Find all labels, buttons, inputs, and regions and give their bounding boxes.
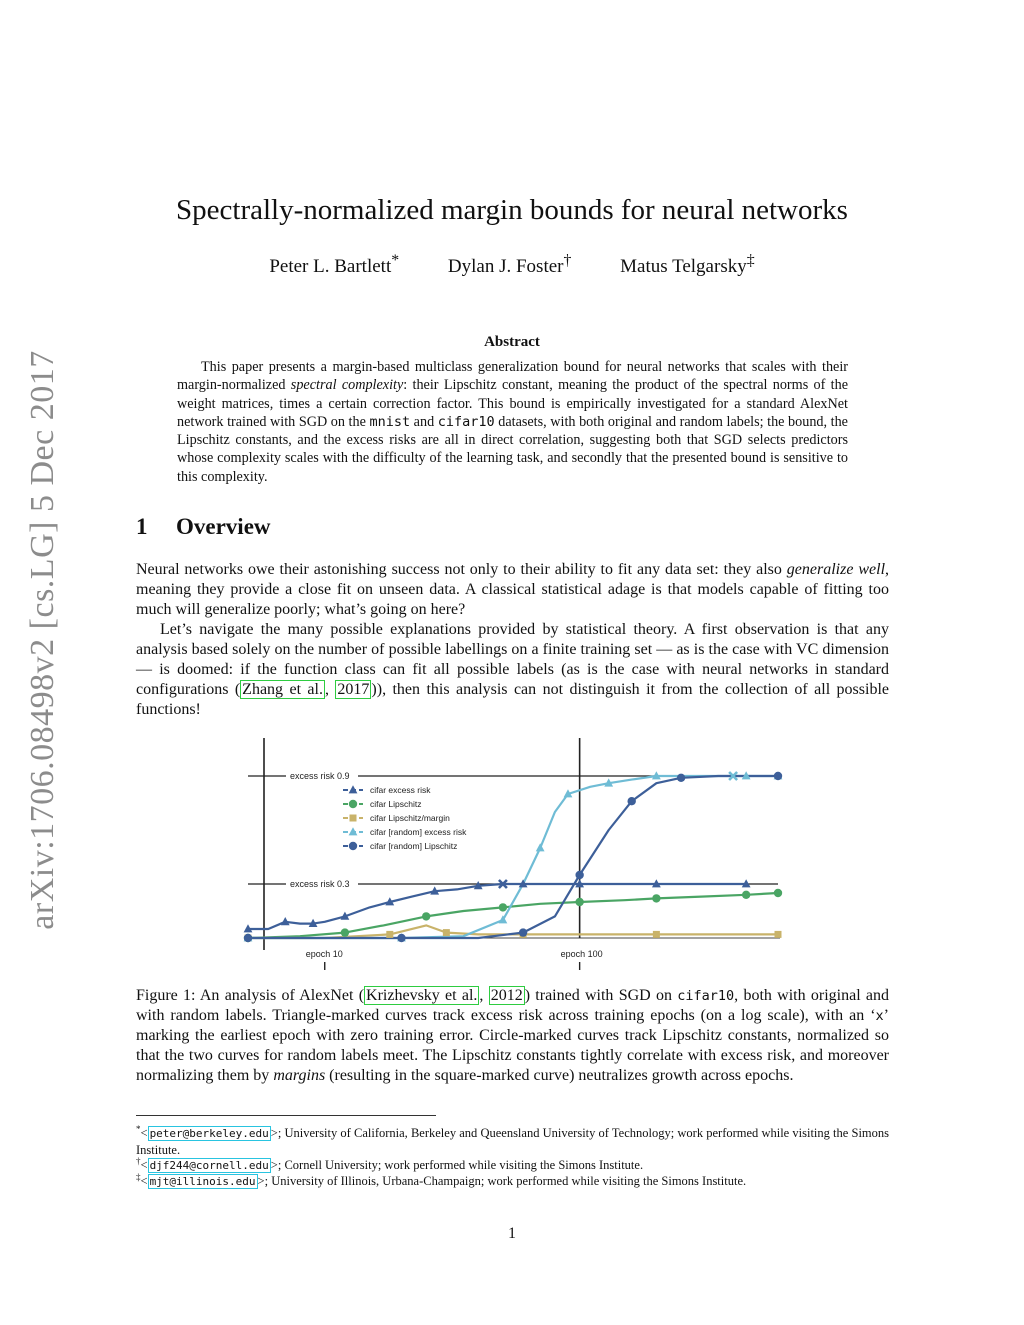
series-marker — [742, 891, 750, 899]
footnote-mark: * — [136, 1124, 141, 1134]
series-marker — [575, 898, 583, 906]
legend-label: cifar Lipschitz — [370, 799, 422, 809]
abstract-emphasis: spectral complexity — [290, 377, 404, 394]
abstract-text: datasets, with both original and random labels; the bound, the Lipschitz constants, and the excess risks are all in direct correlation, suggesting both that SGD selects predictors whose complexity scales with the difficulty of the learning task, and secondly that the presented bound is sensitive to this complexity. — [177, 413, 848, 485]
reference-lines — [248, 768, 778, 889]
author-name: Peter L. Bartlett — [269, 256, 392, 278]
legend-label: cifar [random] Lipschitz — [370, 841, 458, 851]
series-line — [248, 776, 778, 938]
paragraph-text: Let’s navigate the many possible explanations provided by statistical theory. A first observation is that any analysis based solely on the number of possible labellings on a finite training set — as is the case with VC dimension — is doomed: if the function class can fit all possible labels (as is the case with neural networks in standard configurations ( — [136, 621, 889, 698]
author-mark: ‡ — [746, 252, 755, 269]
tick-label: epoch 10 — [305, 949, 343, 959]
arxiv-sidebar-id: arXiv:1706.08498v2 [cs.LG] 5 Dec 2017 — [24, 350, 61, 930]
email-bracket: < — [140, 1158, 148, 1173]
series-marker — [341, 928, 349, 936]
series-marker — [653, 931, 660, 938]
legend-marker — [349, 827, 358, 835]
series-line — [248, 776, 778, 938]
tick-label: epoch 100 — [560, 949, 603, 959]
dataset-name: cifar10 — [677, 988, 735, 1004]
series-marker — [519, 928, 527, 936]
footnote-text: ; Cornell University; work performed while visiting the Simons Institute. — [277, 1158, 644, 1173]
paragraph — [136, 620, 889, 720]
author — [448, 252, 572, 278]
series-marker — [536, 843, 545, 851]
section-heading — [136, 514, 271, 540]
author — [269, 252, 399, 278]
series-curves — [248, 776, 778, 938]
series-marker — [774, 772, 782, 780]
author-name: Dylan J. Foster — [447, 256, 564, 278]
caption-text: ’ marking the earliest epoch with zero training error. Circle-marked curves track Lipschitz constants, normalized so that the two curves for random labels meet. The Lipschitz constants tightly correlate with excess risk, and moreover normalizing them by — [136, 1007, 889, 1084]
paragraph-text: )), then this analysis can not distinguish it from the collection of all possible functions! — [136, 681, 890, 718]
legend-marker — [349, 842, 357, 850]
citation-separator: , — [479, 987, 489, 1004]
email-bracket: > — [270, 1126, 278, 1141]
legend-label: cifar excess risk — [370, 785, 431, 795]
caption-text: ) trained with SGD on — [524, 987, 678, 1004]
series-marker — [244, 934, 252, 942]
author-list — [0, 252, 1024, 278]
author-mark: * — [391, 252, 400, 269]
series-marker — [397, 934, 405, 942]
footnote-mark: † — [136, 1156, 141, 1166]
email-bracket: > — [257, 1174, 265, 1189]
series-marker — [443, 929, 450, 936]
citation-link[interactable]: Zhang et al. — [242, 681, 323, 698]
section-title: Overview — [176, 514, 271, 539]
email-link[interactable]: mjt@illinois.edu — [149, 1175, 256, 1189]
abstract-text: This paper presents a margin-based multiclass generalization bound for neural networks that scales with their margin-normalized — [177, 359, 848, 394]
legend-label: cifar Lipschitz/margin — [370, 813, 450, 823]
email-bracket: < — [140, 1174, 148, 1189]
legend-marker — [349, 785, 358, 793]
series-marker — [386, 931, 393, 938]
series-marker — [575, 871, 583, 879]
series-line — [248, 893, 778, 938]
legend-marker — [350, 815, 357, 822]
series-marker — [677, 774, 685, 782]
figure-chart — [236, 736, 784, 974]
email-link[interactable]: djf244@cornell.edu — [149, 1159, 269, 1173]
citation-separator: , — [324, 681, 336, 698]
email-link[interactable]: peter@berkeley.edu — [149, 1127, 269, 1141]
series-marker — [652, 894, 660, 902]
footnote-text: ; University of California, Berkeley and Queensland University of Technology; work performed while visiting the Simons Institute. — [136, 1126, 889, 1158]
author — [620, 252, 754, 278]
series-marker — [499, 903, 507, 911]
abstract-body — [177, 358, 848, 486]
citation-link[interactable]: Krizhevsky et al. — [366, 987, 478, 1004]
citation-year-link[interactable]: 2012 — [490, 987, 523, 1004]
paragraph-text: , meaning they provide a close fit on unseen data. A classical statistical adage is that models capable of fitting too much will generalize poorly; what’s going on here? — [136, 561, 890, 618]
page-number: 1 — [508, 1225, 516, 1242]
series-line — [248, 925, 778, 938]
reference-label: excess risk 0.9 — [290, 771, 350, 781]
series-marker — [774, 889, 782, 897]
footnote-mark: ‡ — [136, 1172, 141, 1182]
reference-label: excess risk 0.3 — [290, 879, 350, 889]
author-name: Matus Telgarsky — [620, 256, 747, 278]
series-markers — [244, 771, 783, 942]
dataset-name: cifar10 — [437, 413, 495, 430]
section-number: 1 — [136, 514, 148, 539]
abstract-text: and — [410, 413, 438, 430]
series-marker — [775, 931, 782, 938]
footnote-text: ; University of Illinois, Urbana-Champaign; work performed while visiting the Simons Institute. — [264, 1174, 747, 1189]
legend-marker — [349, 800, 357, 808]
email-bracket: < — [140, 1126, 148, 1141]
caption-text: , both with original and with random labels. Triangle-marked curves track excess risk across training epochs (on a log scale), with an ‘ — [136, 987, 890, 1024]
caption-text: Figure 1: An analysis of AlexNet ( — [136, 987, 365, 1004]
legend-label: cifar [random] excess risk — [370, 827, 467, 837]
email-bracket: > — [270, 1158, 278, 1173]
abstract-text: : their Lipschitz constant, meaning the product of the spectral norms of the weight matrices, times a certain correction factor. This bound is empirically investigated for a standard AlexNet network trained with SGD on the — [177, 377, 848, 430]
series-marker — [422, 912, 430, 920]
paragraph-text: Neural networks owe their astonishing success not only to their ability to fit any data set: they also — [136, 561, 787, 578]
series-marker — [627, 797, 635, 805]
dataset-name: mnist — [369, 413, 411, 430]
caption-text: (resulting in the square-marked curve) neutralizes growth across epochs. — [325, 1067, 794, 1084]
caption-emphasis: margins — [273, 1067, 326, 1084]
paragraph — [136, 560, 889, 620]
figure-caption — [136, 986, 889, 1086]
abstract-heading: Abstract — [484, 334, 540, 350]
legend — [343, 785, 467, 851]
author-mark: † — [563, 252, 572, 269]
paper-title: Spectrally-normalized margin bounds for neural networks — [176, 194, 848, 226]
citation-year-link[interactable]: 2017 — [337, 681, 370, 698]
footnote — [136, 1169, 889, 1190]
footnote-rule — [136, 1115, 436, 1116]
paragraph-emphasis: generalize well — [786, 561, 886, 578]
x-marker-symbol: x — [875, 1008, 884, 1024]
